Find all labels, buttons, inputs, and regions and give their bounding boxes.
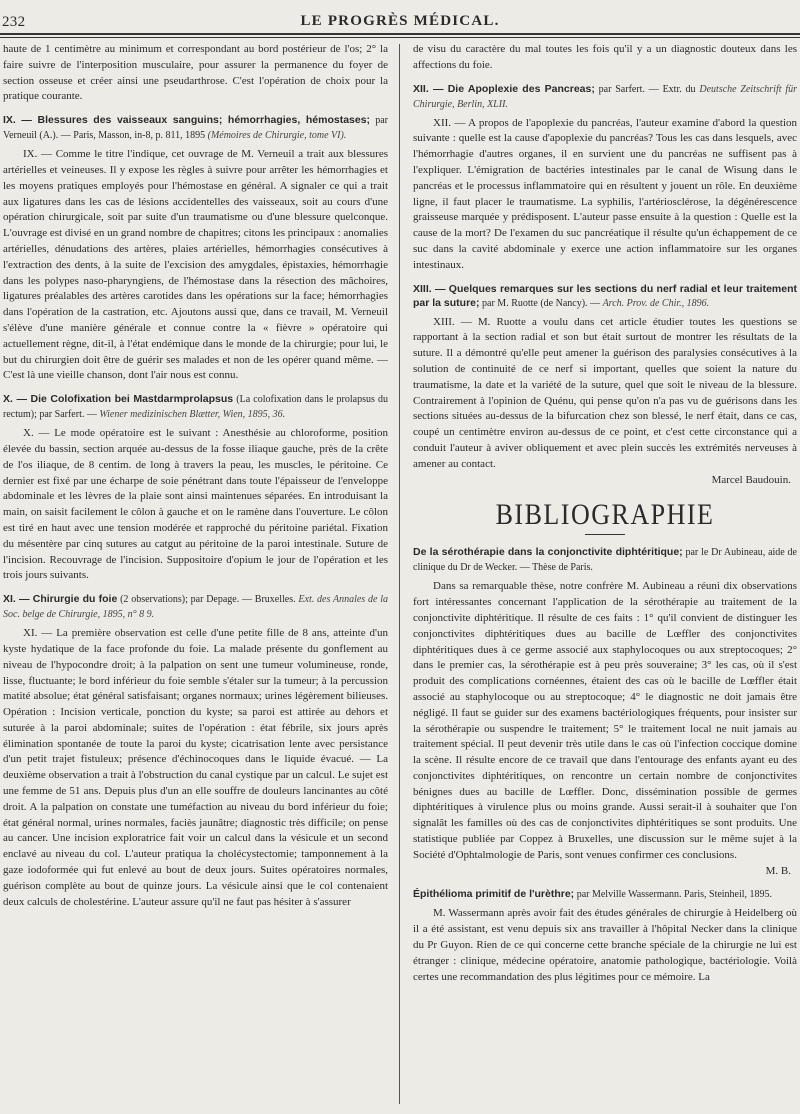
- left-column: [3, 42, 388, 1102]
- section-heading-xi: [3, 592, 388, 622]
- review-heading-1: [413, 545, 797, 575]
- journal-title: LE PROGRÈS MÉDICAL.: [300, 13, 500, 29]
- header-rule: [0, 33, 800, 35]
- heading-title: XIII. — Quelques remarques sur les sections du nerf radial et leur traitement par la suture;: [413, 282, 797, 309]
- heading-source: Arch. Prov. de Chir., 1896.: [602, 297, 710, 309]
- paragraph: X. — Le mode opératoire est le suivant : Anesthésie au chloroforme, position élevée du bassin, section arquée au-dessus de la fosse iliaque gauche, près de la crête de l'os iliaque, de 8 centim. de long à travers la peau, les muscles, le péritoine. Ce dernier est fixé par une écharpe de soie pénétrant dans toute l'épaisseur de l'enveloppe abdominale et les lèvres de la plaie sont ainsi maintenues séparées. En introduisant la main, on saisit facilement le côlon à gauche et on le ramène dans l'ouverture. Le côlon est tiré en haut avec une tension modérée et rapproché du péritoine pariétal. Fixation du mésentère par cinq sutures au catgut au péritoine de la paroi intestinale. Suture de l'incision. Recouvrage de l'incision. Suppositoire d'opium le jour de l'opération et les trois jours suivants.: [3, 427, 388, 582]
- bibliography-rule: [585, 534, 625, 535]
- heading-ref: (La colofixation dans le prolapsus du rectum); par Sarfert. —: [3, 394, 388, 421]
- heading-title: X. — Die Colofixation bei Mastdarmprolapsus: [3, 393, 234, 406]
- paragraph: M. Wassermann après avoir fait des études générales de chirurgie à Heidelberg où il a été assistant, est venu depuis six ans travailler à l'hôpital Necker dans la clinique du Pr Guyon. Rien de ce qui concerne cette branche spéciale de la chirurgie ne lui est étranger : clinique, médecine opératoire, anatomie pathologique, bactériologie. Voilà certes une recommandation des plus légitimes pour ce mémoire. La: [413, 907, 797, 983]
- author-signature: Marcel Baudouin.: [711, 473, 791, 486]
- section-heading-x: [3, 392, 388, 422]
- heading-title: IX. — Blessures des vaisseaux sanguins; hémorrhagies, hémostases;: [3, 114, 371, 127]
- heading-source: Deutsche Zeitschrift für Chirurgie, Berlin, XLII.: [413, 83, 797, 110]
- paragraph: XII. — A propos de l'apoplexie du pancréas, l'auteur examine d'abord la question suivante : quelle est la cause d'apoplexie du pancréas? Tous les cas dans lesquels, avec l'hémorrhagie d'autres organes, il en survient une du pancréas ne suffisent pas à l'expliquer. L'émigration de bactéries intestinales par le canal de Wisung dans le pancréas et le processus inflammatoire qui en résultent y jouent un rôle. En deuxième ligne, il faut placer le traumatisme. La syphilis, l'artériosclérose, la dégénérescence graisseuse marquée y prédisposent. L'auteur passe ensuite à la question : Quelle est la cause de la mort? De l'examen du suc pancréatique il résulte qu'un échappement de ce suc dans la cavité abdominale y exerce une action inflammatoire sur les organes intestinaux.: [413, 116, 797, 271]
- heading-source: Wiener medizinischen Blætter, Wien, 1895, 36.: [99, 409, 286, 421]
- heading-ref: par Verneuil (A.). — Paris, Masson, in-8, p. 811, 1895: [3, 115, 388, 142]
- paragraph: Dans sa remarquable thèse, notre confrère M. Aubineau a réuni dix observations fort intéressantes concernant l'application de la sérothérapie au traitement de la conjonctivite diphtéritique. Il résulte de ces faits : 1° qu'il convient de distinguer les conjonctivites diphtéritiques dues au bacille de Lœffler des conjonctivites diphtéritiques dues à ce germe associé aux staphylocoques ou aux streptocoques; 2° dans le premier cas, la sérothérapie est à peu près souveraine; 3° les cas, où il s'est produit des complications cornéennes, étaient des cas où le bacille de Lœffler était associé au staphylocoque ou au streptocoque; 4° le diagnostic ne doit jamais être négligé. Il faut se guider sur des examens bactériologiques fréquents, pour insister sur la sérothérapie ou suspendre le traitement; 5° le traitement local ne nuit jamais au traitement spécial. Il peut devenir très utile dans le cas où l'infection coccique domine la scène. Il résulte encore de ce travail que dans l'entourage des enfants ayant eu des conjonctivites diphtéritiques, on rencontre un certain nombre de conjonctivites bénignes dues au bacille de Lœffler. Donc, dissémination possible de germes diphtéritiques à virulence plus ou moins grande. Aussi serait-il à souhaiter que l'on signalât les familles où des cas de conjonctivites diphtéritiques se sont produits. Une statistique publiée par Coppez à Bruxelles, une discussion sur le même sujet à la Société d'Ophtalmologie de Paris, sont venues confirmer ces conclusions.: [413, 580, 797, 861]
- heading-ref: par M. Ruotte (de Nancy). —: [479, 297, 603, 309]
- review-signature: M. B.: [765, 864, 791, 877]
- column-divider: [399, 44, 400, 1104]
- right-column: [413, 42, 797, 1102]
- paragraph: XI. — La première observation est celle d'une petite fille de 8 ans, atteinte d'un kyste hydatique de la face profonde du foie. La malade présente du gonflement au niveau de l'hypocondre droit; à la palpation on sent une tumeur volumineuse, ronde, lisse, fluctuante; le bord inférieur du foie semble s'étaler sur la tumeur; à la percussion matité absolue; état général satisfaisant; organes normaux; urines légèrement bilieuses. Opération : Incision verticale, ponction du kyste; sa paroi est attirée au dehors et suturée à la paroi abdominale; suites de l'opération : état fébrile, six jours après élimination spontanée de toute la paroi du kyste; cicatrisation lente avec persistance d'un petit trajet fistuleux; présence d'échinocoques dans le liquide évacué. — La deuxième observation a trait à l'obstruction du canal cystique par un calcul. Le sujet est une femme de 51 ans. Depuis plus d'un an elle souffre de douleurs lancinantes au côté droit. A la palpation on constate une tuméfaction au niveau du bord inférieur du foie; état général normal, urines normales, faciès jaunâtre; diagnostic très difficile; on pense au cancer. Une incision exploratrice fait voir un calcul dans la vésicule et un second enclavé au niveau du col. L'auteur pratiqua la cholécystectomie; tamponnement à la gaze iodoformée qui fut enlevé au bout de deux jours. Suites opératoires normales, guérison complète au bout de quinze jours. La vésicule ainsi que le col contenaient deux calculs de cholestérine. L'auteur assure qu'il ne faut pas hésiter à s'assurer: [3, 627, 388, 908]
- section-heading-xiii: [413, 282, 797, 311]
- heading-source: (Mémoires de Chirurgie, tome VI).: [207, 130, 347, 142]
- review-heading-2: [413, 887, 797, 902]
- heading-title: XI. — Chirurgie du foie: [3, 593, 118, 606]
- page-header: [0, 0, 800, 36]
- page-number: 232: [2, 14, 26, 30]
- heading-source: Ext. des Annales de la Soc. belge de Chirurgie, 1895, n° 8 9.: [3, 594, 388, 621]
- section-heading-ix: [3, 113, 388, 143]
- heading-title: Épithélioma primitif de l'urèthre;: [413, 888, 575, 901]
- header-rule-thin: [0, 37, 800, 38]
- heading-title: XII. — Die Apoplexie des Pancreas;: [413, 82, 595, 95]
- paragraph: de visu du caractère du mal toutes les fois qu'il y a un diagnostic douteux dans les affections du foie.: [413, 43, 797, 71]
- bibliography-title: BIBLIOGRAPHIE: [495, 498, 715, 532]
- paragraph: haute de 1 centimètre au minimum et correspondant au bord postérieur de l'os; 2° la faire suivre de l'interposition musculaire, pour assurer la permanence du foyer de section osseuse et créer ainsi une pseudarthrose. C'est l'opération de choix pour la pratique courante.: [3, 43, 388, 103]
- heading-title: De la sérothérapie dans la conjonctivite diphtéritique;: [413, 546, 683, 559]
- heading-ref: (2 observations); par Depage. — Bruxelles.: [117, 594, 299, 606]
- paragraph: IX. — Comme le titre l'indique, cet ouvrage de M. Verneuil a trait aux blessures artérielles et veineuses. Il y expose les règles à suivre pour arrêter les hémorrhagies et les moyens pratiques employés pour l'hémostase en général. A signaler ce qui a trait aux ligatures dans les cas de lésions accidentelles des vaisseaux, soit au cours d'une opération chirurgicale, soit par suite d'un traumatisme ou d'une blessure quelconque. L'ouvrage est divisé en un grand nombre de chapitres; citons les principaux : anomalies artérielles, dénudations des artères, plaies artérielles, hémorrhagies consécutives à l'extraction des dents, à la suite de l'excision des amygdales, épistaxies, hémorrhagie dans les polypes naso-pharyngiens, de l'hémostase dans la résection des mâchoires, ligatures préalables des artères carotides dans les opérations sur la face; hémorrhagies dans l'opération de la castration, etc. Ajoutons aussi que, dans ce travail, M. Verneuil s'élève d'une manière générale et connue contre la « fièvre » opératoire qui actuellement règne, dit-il, à l'état endémique dans le monde de la chirurgie; pour lui, le but du chirurgien doit être de guérir ses malades et non de les opérer quand même. — C'est là une vieille chanson, dont l'air nous est connu.: [3, 148, 388, 382]
- heading-ref: par Melville Wassermann. Paris, Steinheil, 1895.: [574, 889, 773, 901]
- heading-ref: par le Dr Aubineau, aide de clinique du Dr de Wecker. — Thèse de Paris.: [413, 547, 797, 574]
- paragraph: XIII. — M. Ruotte a voulu dans cet article étudier toutes les questions se rapportant à la section radial et son but était surtout de montrer les résultats de la suture. Il a démontré qu'elle peut amener la guérison des paralysies consécutives à la solution de continuité de ce nerf si important, quelles que soient la nature du traumatisme, la date et la variété de la suture, quel que soit le niveau de la blessure. Contrairement à l'opinion de Quénu, qui pense qu'on n'a pas vu de guérisons dans les sections situées au-dessus de la bifurcation chez son blessé, le nerf était, dans ce cas, coupé un centimètre environ au-dessus de ce point, et c'est cette circonstance qui a conduit l'auteur à aviver obliquement et avec plein succès les extrémités nerveuses à amener au contact.: [413, 315, 797, 470]
- section-heading-xii: [413, 82, 797, 112]
- heading-ref: par Sarfert. — Extr. du: [594, 83, 700, 95]
